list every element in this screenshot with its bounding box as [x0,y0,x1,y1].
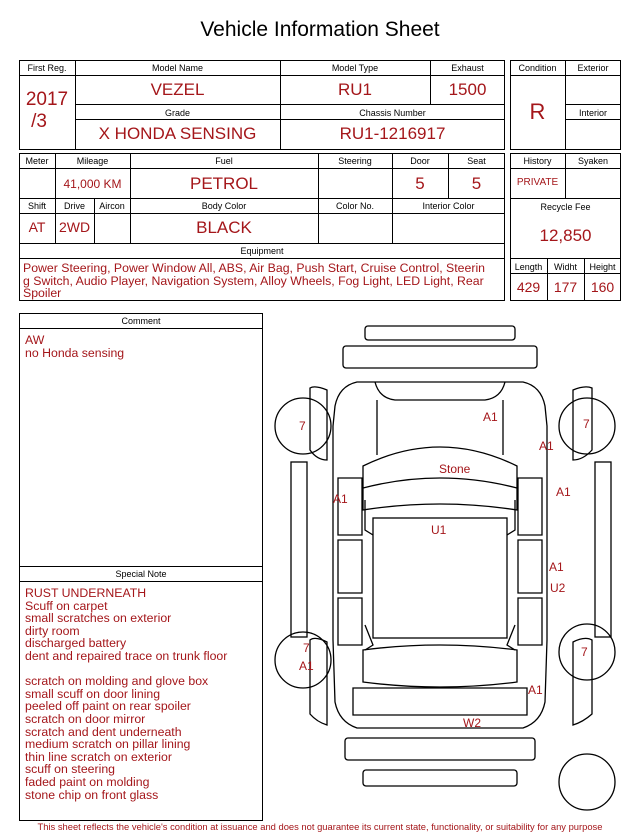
mark-wheel-fl: 7 [299,419,306,433]
first-reg-year: 2017 [25,89,69,110]
history-value: PRIVATE [516,177,559,188]
special-note-line: scuff on steering [25,762,116,777]
mark-windshield: Stone [439,462,471,476]
mark-hood-right: A1 [483,410,498,424]
first-reg-label: First Reg. [27,63,67,73]
meter-label: Meter [25,156,49,166]
special-note-line: dent and repaired trace on trunk floor [25,648,228,663]
aircon-label: Aircon [99,201,125,211]
mark-wheel-rl: 7 [303,641,310,655]
drive-value: 2WD [58,219,91,235]
drive-label: Drive [63,201,85,211]
special-note-line: scratch on molding and glove box [25,674,209,689]
mileage-label: Mileage [76,156,109,166]
model-type-label: Model Type [331,63,379,73]
mark-wheel-rl-note: A1 [299,659,314,673]
condition-value: R [529,99,546,124]
width-label: Widht [553,262,577,272]
grade-value: X HONDA SENSING [98,124,257,143]
special-note-line: small scratches on exterior [25,611,172,626]
special-note-line: scratch and dent underneath [25,724,182,739]
body-color-value: BLACK [196,218,252,237]
page-title: Vehicle Information Sheet [200,18,440,41]
shift-value: AT [28,219,46,235]
comment-label: Comment [121,316,161,326]
exhaust-label: Exhaust [451,63,484,73]
special-note-line: discharged battery [25,636,127,651]
model-name-label: Model Name [151,63,204,73]
grade-label: Grade [164,108,190,118]
recycle-fee-label: Recycle Fee [540,202,591,212]
seat-label: Seat [467,156,486,166]
length-value: 429 [516,279,541,295]
chassis-value: RU1-1216917 [339,124,446,143]
mark-door-fl: A1 [333,492,348,506]
fuel-value: PETROL [189,174,259,193]
height-value: 160 [590,279,615,295]
shift-label: Shift [27,201,46,211]
special-note-line: scratch on door mirror [25,711,146,726]
door-value: 5 [415,174,425,193]
special-note-line: thin line scratch on exterior [25,749,172,764]
recycle-fee-value: 12,850 [539,226,592,245]
disclaimer-footer: This sheet reflects the vehicle's condition at issuance and does not guarantee its current state, functionality, or suitability for any purpose [37,821,603,832]
equipment-label: Equipment [240,246,284,256]
steering-label: Steering [338,156,372,166]
comment-line: AW [25,333,45,347]
condition-label: Condition [518,63,557,73]
seat-value: 5 [471,174,482,193]
mileage-value: 41,000 KM [63,177,122,191]
mark-rear-door-r2: U2 [550,581,566,595]
equipment-value: Power Steering, Power Window All, ABS, Air Bag, Push Start, Cruise Control, Steering Switch, Audio Player, Navigation System, Alloy Wheels, Fog Light, LED Light, Rear Spoiler [23,261,486,300]
exterior-label: Exterior [577,63,609,73]
body-color-label: Body Color [201,201,247,211]
mark-wheel-fr: 7 [583,417,590,431]
mark-wheel-rr: 7 [581,645,588,659]
length-label: Length [514,262,543,272]
special-note-line: peeled off paint on rear spoiler [25,699,191,714]
syaken-label: Syaken [577,156,609,166]
special-note-line: Scuff on carpet [25,598,108,613]
model-type-value: RU1 [337,80,372,99]
comment-text [25,334,257,359]
history-label: History [523,156,552,166]
car-damage-diagram [265,310,637,815]
color-no-label: Color No. [335,201,374,211]
interior-label: Interior [578,108,607,118]
special-note-line: medium scratch on pillar lining [25,737,191,752]
fuel-label: Fuel [215,156,233,166]
special-note-line: faded paint on molding [25,774,150,789]
model-name-value: VEZEL [150,80,205,99]
chassis-label: Chassis Number [359,108,426,118]
car-outline [275,326,615,810]
mark-rear-bumper: W2 [463,716,481,730]
special-note-line: stone chip on front glass [25,787,159,802]
mark-rear-door-r: A1 [549,560,564,574]
special-note-text [25,587,259,801]
special-note-line: RUST UNDERNEATH [25,586,147,600]
special-note-label: Special Note [115,569,167,579]
mark-quarter-rr: A1 [528,683,543,697]
exhaust-value: 1500 [448,80,487,99]
interior-color-label: Interior Color [422,201,475,211]
special-note-line: dirty room [25,623,80,638]
special-note-line: small scuff on door lining [25,686,161,701]
mark-roof: U1 [431,523,447,537]
door-label: Door [410,156,430,166]
mark-door-fr: A1 [556,485,571,499]
first-reg-month: /3 [31,111,47,132]
comment-line: no Honda sensing [25,345,125,360]
height-label: Height [589,262,616,272]
mark-fender-fr: A1 [539,439,554,453]
width-value: 177 [553,279,578,295]
